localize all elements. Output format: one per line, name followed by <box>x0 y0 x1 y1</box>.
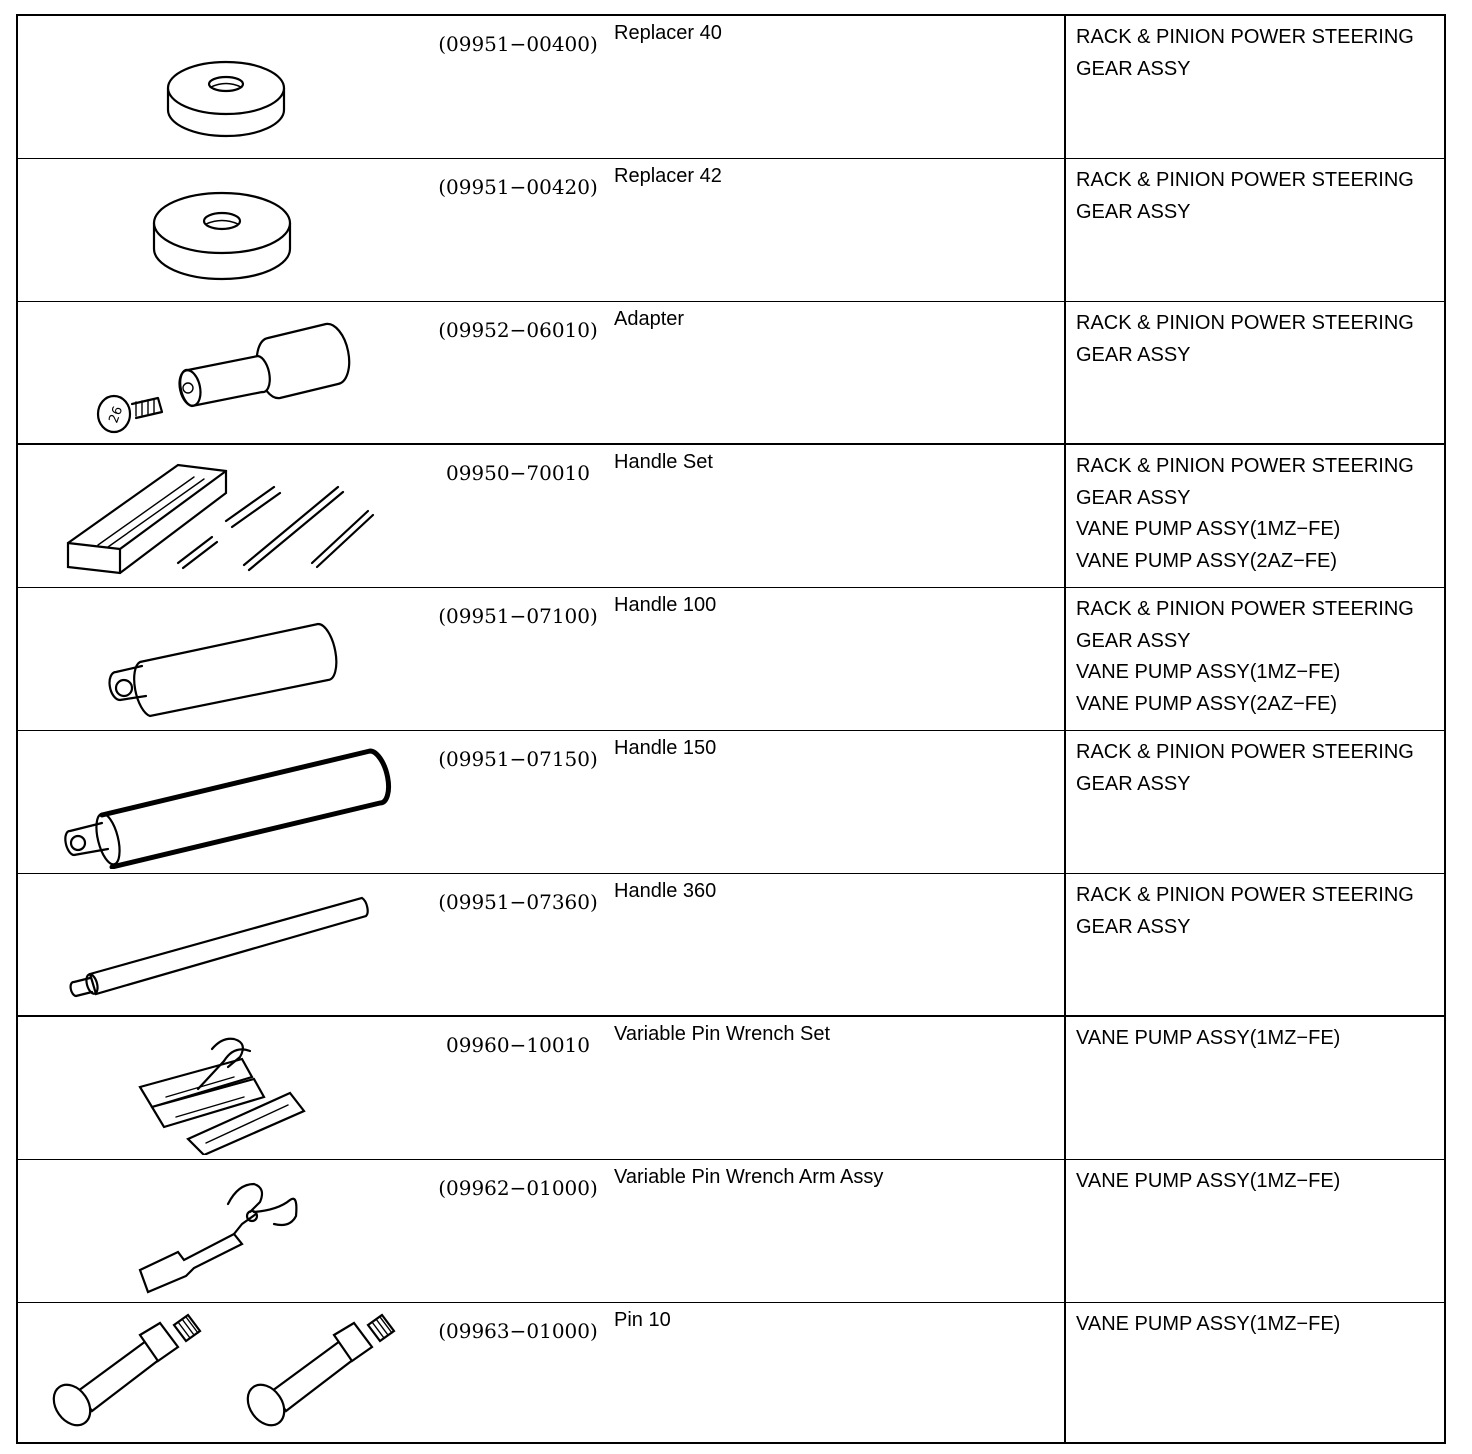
tool-name: Handle 100 <box>614 594 717 616</box>
handle-rod-icon <box>28 878 428 1012</box>
application-item: RACK & PINION POWER STEERING <box>1076 169 1414 191</box>
tool-row <box>18 1303 1444 1442</box>
part-number: (09951−07360) <box>438 890 598 914</box>
tool-row <box>18 159 1444 302</box>
part-number: (09963−01000) <box>438 1319 598 1343</box>
tool-name: Variable Pin Wrench Arm Assy <box>614 1166 884 1188</box>
tool-row <box>18 874 1444 1017</box>
application-list <box>1076 880 1414 943</box>
tool-row <box>18 302 1444 445</box>
tool-name: Adapter <box>614 308 685 330</box>
tool-name: Handle Set <box>614 451 713 473</box>
application-item: GEAR ASSY <box>1076 200 1191 223</box>
replacer-disc-icon <box>28 20 428 154</box>
application-item: GEAR ASSY <box>1076 343 1191 366</box>
part-number: (09952−06010) <box>438 318 598 342</box>
application-item: GEAR ASSY <box>1076 772 1191 795</box>
application-item: VANE PUMP ASSY(2AZ−FE) <box>1076 692 1338 715</box>
application-list <box>1076 451 1414 577</box>
application-item: VANE PUMP ASSY(1MZ−FE) <box>1076 1313 1341 1335</box>
tool-row <box>18 731 1444 874</box>
part-number: (09962−01000) <box>438 1176 598 1200</box>
application-list <box>1076 1023 1340 1055</box>
pin-wrench-set-icon <box>28 1021 428 1155</box>
tool-name: Handle 150 <box>614 737 717 759</box>
application-list <box>1076 1166 1340 1198</box>
special-service-tools-table <box>16 14 1446 1444</box>
application-list <box>1076 737 1414 800</box>
application-item: VANE PUMP ASSY(1MZ−FE) <box>1076 661 1341 683</box>
application-list <box>1076 165 1414 228</box>
tool-name: Replacer 40 <box>614 22 722 44</box>
adapter-icon <box>28 306 428 440</box>
pin-wrench-arm-icon <box>28 1164 428 1298</box>
replacer-disc-icon <box>28 163 428 297</box>
tool-name: Variable Pin Wrench Set <box>614 1023 831 1045</box>
application-item: VANE PUMP ASSY(2AZ−FE) <box>1076 549 1338 572</box>
application-item: GEAR ASSY <box>1076 915 1191 938</box>
handle-set-icon <box>28 449 428 583</box>
part-number: (09951−07100) <box>438 604 598 628</box>
part-number: (09951−07150) <box>438 747 598 771</box>
application-list <box>1076 594 1414 720</box>
tool-row <box>18 1160 1444 1303</box>
svg-text:26: 26 <box>106 404 127 426</box>
handle-icon <box>28 592 428 726</box>
application-item: GEAR ASSY <box>1076 629 1191 652</box>
application-item: VANE PUMP ASSY(1MZ−FE) <box>1076 1170 1341 1192</box>
application-item: RACK & PINION POWER STEERING <box>1076 26 1414 48</box>
application-item: RACK & PINION POWER STEERING <box>1076 741 1414 763</box>
tool-row <box>18 588 1444 731</box>
application-item: RACK & PINION POWER STEERING <box>1076 312 1414 334</box>
application-list <box>1076 1309 1340 1341</box>
handle-icon <box>28 735 428 869</box>
part-number: 09950−70010 <box>445 461 590 485</box>
application-item: VANE PUMP ASSY(1MZ−FE) <box>1076 518 1341 540</box>
part-number: (09951−00400) <box>438 32 598 56</box>
application-item: GEAR ASSY <box>1076 57 1191 80</box>
tool-row <box>18 445 1444 588</box>
tool-row <box>18 16 1444 159</box>
application-item: RACK & PINION POWER STEERING <box>1076 598 1414 620</box>
tool-name: Pin 10 <box>614 1309 671 1331</box>
tool-name: Handle 360 <box>614 880 717 902</box>
part-number: 09960−10010 <box>445 1033 590 1057</box>
part-number: (09951−00420) <box>438 175 598 199</box>
application-list <box>1076 308 1414 371</box>
application-item: RACK & PINION POWER STEERING <box>1076 455 1414 477</box>
application-item: VANE PUMP ASSY(1MZ−FE) <box>1076 1027 1341 1049</box>
application-item: GEAR ASSY <box>1076 486 1191 509</box>
tool-row <box>18 1017 1444 1160</box>
pin-icon <box>28 1307 428 1441</box>
application-item: RACK & PINION POWER STEERING <box>1076 884 1414 906</box>
application-list <box>1076 22 1414 85</box>
tool-name: Replacer 42 <box>614 165 722 187</box>
